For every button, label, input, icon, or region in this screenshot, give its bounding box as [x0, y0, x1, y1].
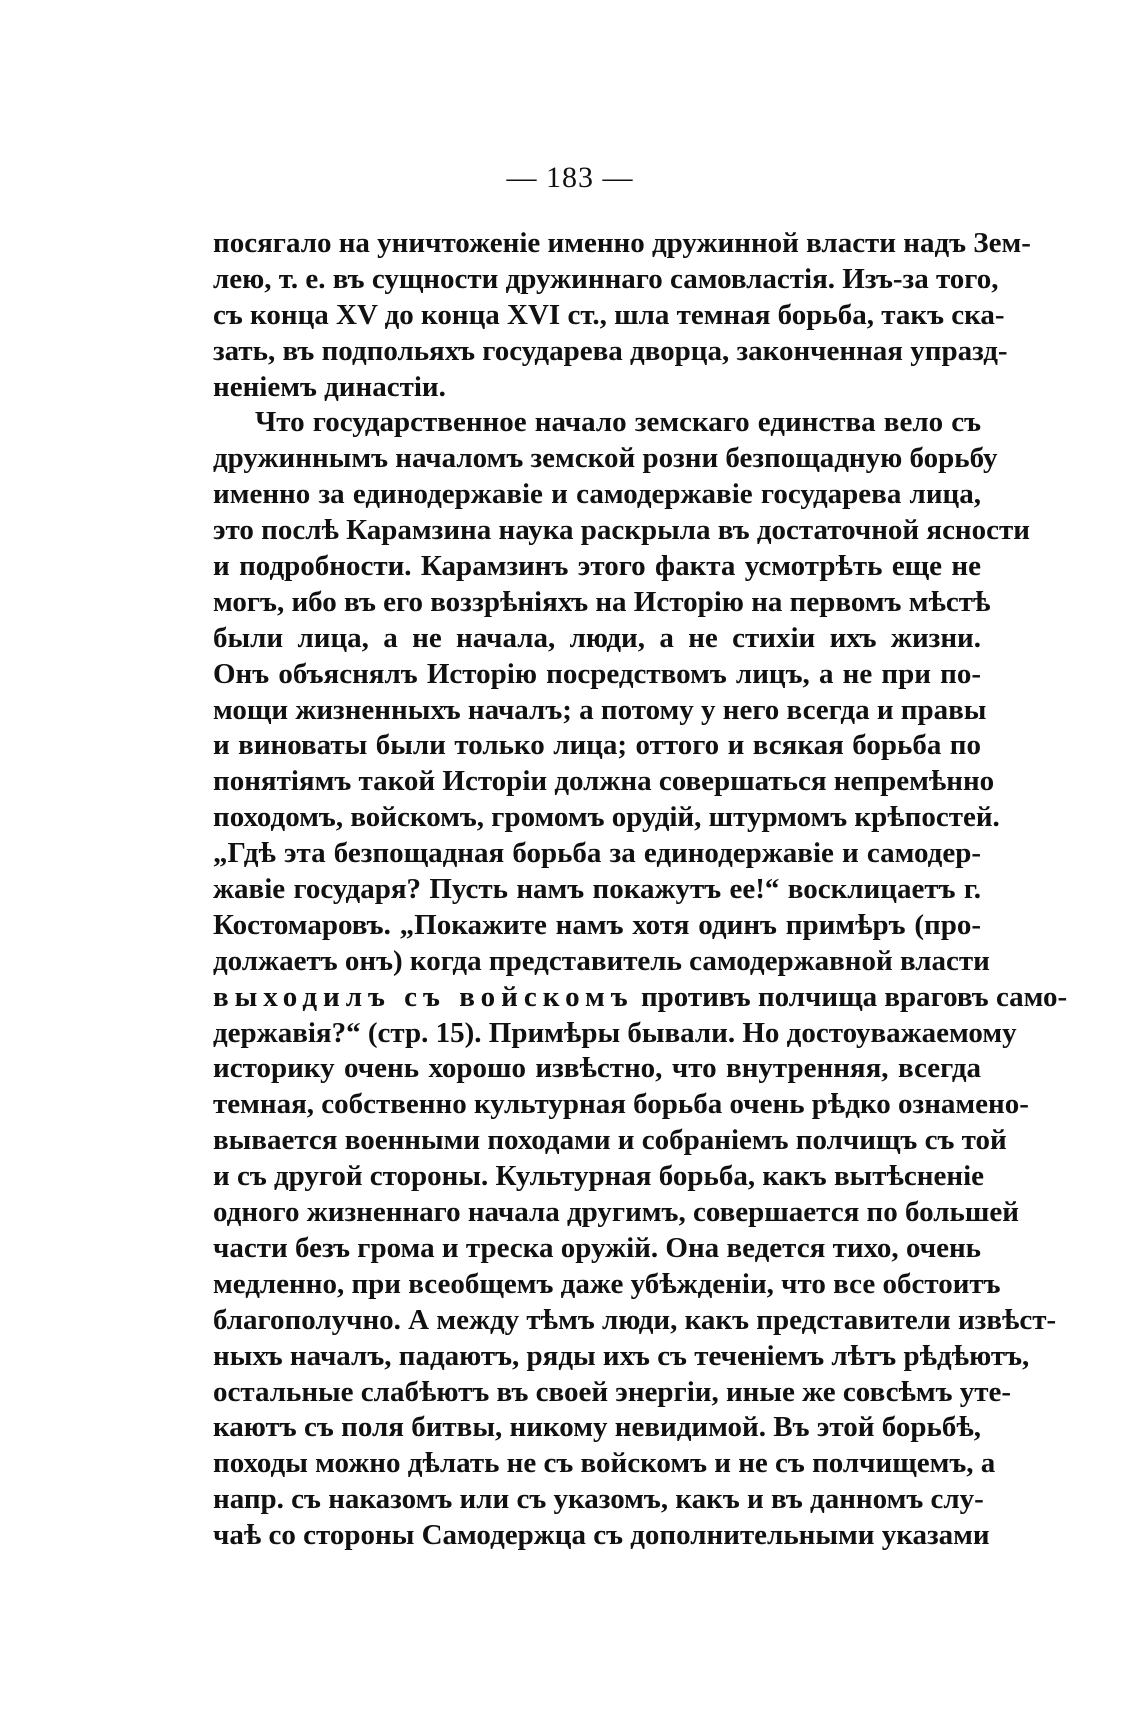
text-line: именно за единодержавіе и самодержавіе государева лица, [213, 478, 981, 511]
text-line: каютъ съ поля битвы, никому невидимой. Въ этой борьбѣ, [213, 1411, 981, 1444]
text-line: части безъ грома и треска оружій. Она ведется тихо, очень [213, 1231, 981, 1264]
text-line: неніемъ династіи. [213, 370, 446, 403]
text-line: вывается военными походами и собраніемъ полчищъ съ той [213, 1124, 1007, 1157]
text-line: это послѣ Карамзина наука раскрыла въ достаточной ясности [213, 514, 1030, 547]
text-line-spaced: выходилъ съ войскомъ противъ полчища враговъ само- [213, 980, 1068, 1013]
emphasized-spaced-text: выходилъ съ войскомъ [213, 980, 634, 1013]
text-line: одного жизненнаго начала другимъ, совершается по большей [213, 1196, 1019, 1229]
page-number: — 183 — [506, 161, 634, 194]
text-line: медленно, при всеобщемъ даже убѣжденіи, что все обстоитъ [213, 1267, 1001, 1300]
text-line: и виноваты были только лица; оттого и всякая борьба по [213, 729, 981, 762]
text-line: державія?“ (стр. 15). Примѣры бывали. Но достоуважаемому [213, 1016, 1017, 1049]
text-line: напр. съ наказомъ или съ указомъ, какъ и въ данномъ слу- [213, 1483, 984, 1516]
text-line: понятіямъ такой Исторіи должна совершаться непремѣнно [213, 765, 995, 798]
text-line: жавіе государя? Пусть намъ покажутъ ее!“ восклицаетъ г. [213, 873, 981, 906]
text-line: съ конца XV до конца XVI ст., шла темная борьба, такъ ска- [213, 298, 1005, 331]
text-line: благополучно. А между тѣмъ люди, какъ представители извѣст- [213, 1303, 1057, 1336]
paragraph-start-line: Что государственное начало земскаго единства вело съ [255, 406, 981, 439]
text-line: дружиннымъ началомъ земской розни безпощадную борьбу [213, 442, 998, 475]
text-line: и съ другой стороны. Культурная борьба, какъ вытѣсненіе [213, 1160, 985, 1193]
text-line: Онъ объяснялъ Исторію посредствомъ лицъ, а не при по- [213, 657, 981, 690]
body-text [213, 226, 1068, 1554]
text-line: могъ, ибо въ его воззрѣніяхъ на Исторію на первомъ мѣстѣ [213, 585, 991, 618]
text-line: ныхъ началъ, падаютъ, ряды ихъ съ теченіемъ лѣтъ рѣдѣютъ, [213, 1339, 1030, 1372]
text-line: и подробности. Карамзинъ этого факта усмотрѣть еще не [213, 550, 981, 583]
text-line: темная, собственно культурная борьба очень рѣдко ознамено- [213, 1088, 1029, 1121]
text-line: походомъ, войскомъ, громомъ орудій, штурмомъ крѣпостей. [213, 801, 1000, 834]
text-line: должаетъ онъ) когда представитель самодержавной власти [213, 944, 990, 977]
text-line: остальные слабѣютъ въ своей энергіи, иные же совсѣмъ уте- [213, 1375, 1012, 1408]
text-line: мощи жизненныхъ началъ; а потому у него всегда и правы [213, 693, 987, 726]
text-line: походы можно дѣлать не съ войскомъ и не съ полчищемъ, а [213, 1447, 996, 1480]
text-line: историку очень хорошо извѣстно, что внутренняя, всегда [213, 1052, 981, 1085]
text-line: „Гдѣ эта безпощадная борьба за единодержавіе и самодер- [213, 837, 981, 870]
text-line: лею, т. е. въ сущности дружиннаго самовластія. Изъ-за того, [213, 262, 999, 295]
text-line: посягало на уничтоженіе именно дружинной власти надъ Зем- [213, 227, 1031, 259]
text-line: были лица, а не начала, люди, а не стихіи ихъ жизни. [213, 621, 981, 654]
text-line: чаѣ со стороны Самодержца съ дополнительными указами [213, 1519, 990, 1552]
text-line: зать, въ подпольяхъ государева дворца, законченная упразд- [213, 334, 1008, 367]
text-line: Костомаровъ. „Покажите намъ хотя одинъ примѣръ (про- [213, 908, 981, 941]
